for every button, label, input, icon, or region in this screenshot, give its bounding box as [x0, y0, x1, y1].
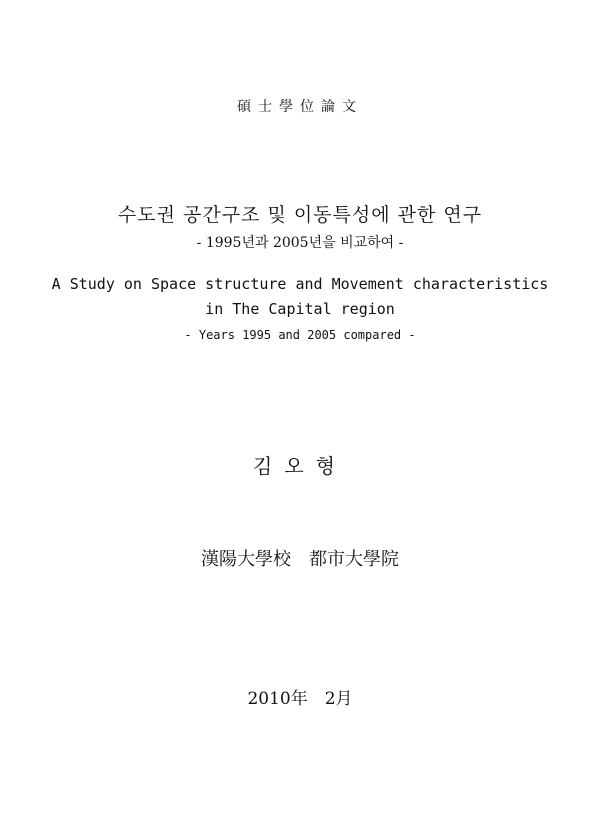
thesis-subtitle-english: - Years 1995 and 2005 compared -: [184, 328, 416, 342]
degree-type: 碩士學位論文: [237, 99, 363, 115]
author-name: 김오형: [253, 454, 347, 478]
thesis-subtitle-korean: - 1995년과 2005년을 비교하여 -: [196, 235, 404, 251]
thesis-title-korean: 수도권 공간구조 및 이동특성에 관한 연구: [117, 204, 483, 226]
thesis-title-english-line1: A Study on Space structure and Movement characteristics: [51, 275, 549, 293]
school-name: 漢陽大學校 都市大學院: [201, 549, 399, 570]
thesis-title-english-line2: in The Capital region: [205, 300, 395, 318]
submission-date: 2010年 2月: [247, 689, 353, 709]
